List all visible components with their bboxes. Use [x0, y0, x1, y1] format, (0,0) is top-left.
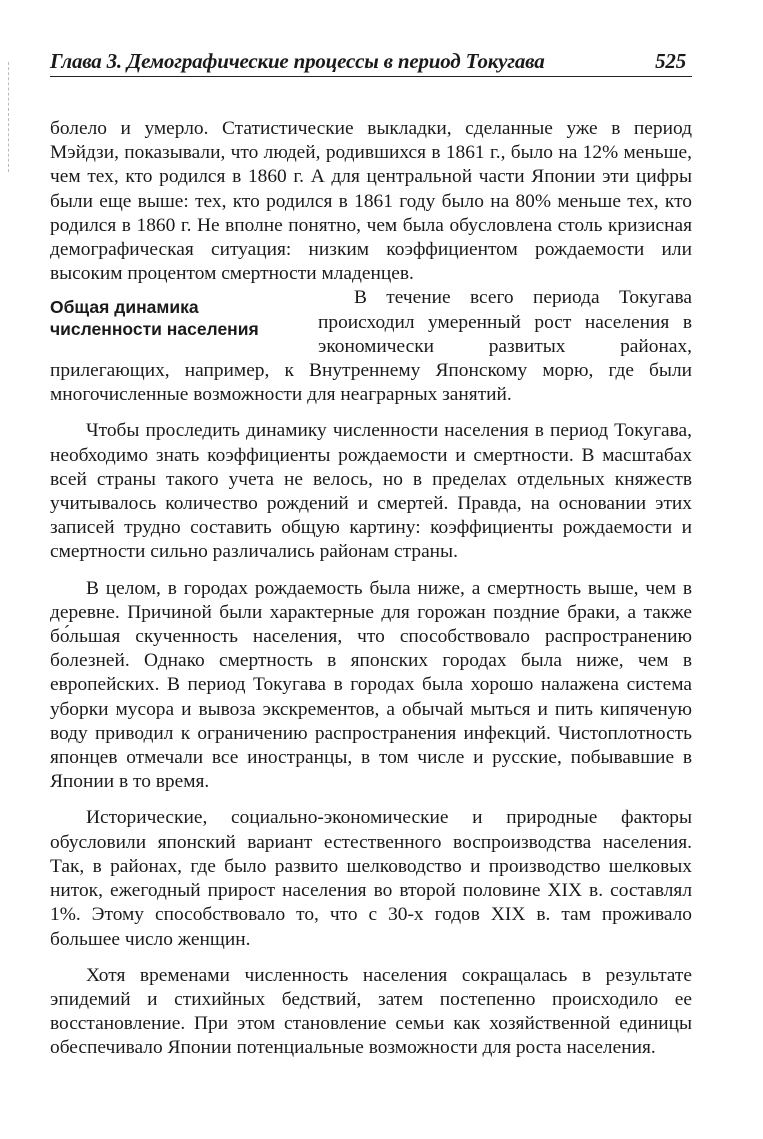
running-header — [50, 48, 692, 77]
paragraph-5: Исторические, социально-экономические и природные факторы обусловили японский вариант естественного воспроизводства населения. Так, в районах, где было развито шелководство и производство шелковых ниток, ежегодный прирост населения во второй половине XIX в. составлял 1%. Этому способствовало то, что с 30-х годов XIX в. там проживало большее число женщин. — [50, 807, 692, 950]
paragraph-4: В целом, в городах рождаемость была ниже, а смертность выше, чем в деревне. Причиной были характерные для горожан поздние браки, а также бо́льшая скученность населения, что способствовало распространению болезней. Однако смертность в японских городах была ниже, чем в европейских. В период Токугава в городах была хорошо налажена система уборки мусора и вывоза экскрементов, а обычай мыться и пить кипяченую воду приводил к ограничению распространения инфекций. Чистоплотность японцев отмечали все иностранцы, в том числе и русские, побывавшие в Японии в то время. — [50, 577, 692, 793]
paragraph-1: болело и умерло. Статистические выкладки, сделанные уже в период Мэйдзи, показывали, что людей, родившихся в 1861 г., было на 12% меньше, чем тех, кто родился в 1860 г. А для центральной части Японии эти цифры были еще выше: тех, кто родился в 1861 году было на 80% меньше тех, кто родился в 1860 г. Не вполне понятно, чем была обусловлена столь кризисная демографическая ситуация: низким коэффициентом рождаемости или высоким процентом смертности младенцев. — [50, 118, 692, 285]
margin-mark — [8, 62, 9, 172]
page-number: 525 — [655, 49, 686, 73]
book-page — [50, 48, 692, 1061]
paragraph-3: Чтобы проследить динамику численности населения в период Токугава, необходимо знать коэффициенты рождаемости и смертности. В масштабах всей страны такого учета не велось, но в пределах отдельных княжеств учитывалось количество рождений и смертей. Правда, на основании этих записей трудно составить общую картину: коэффициенты рождаемости и смертности сильно различались районам страны. — [50, 420, 692, 563]
paragraph-2: В течение всего периода Токугава происходил умеренный рост населения в экономически развитых районах, прилегающих, например, к Внутреннему Японскому морю, где были многочисленные возможности для неаграрных занятий. — [50, 287, 692, 406]
chapter-title: Глава 3. Демографические процессы в период Токугава — [50, 49, 545, 73]
paragraph-6: Хотя временами численность населения сокращалась в результате эпидемий и стихийных бедствий, затем постепенно происходило ее восстановление. При этом становление семьи как хозяйственной единицы обеспечивало Японии потенциальные возможности для роста населения. — [50, 964, 692, 1059]
body-text — [50, 117, 692, 1061]
sidenote-heading: Общая динамика численности населения — [50, 297, 259, 340]
